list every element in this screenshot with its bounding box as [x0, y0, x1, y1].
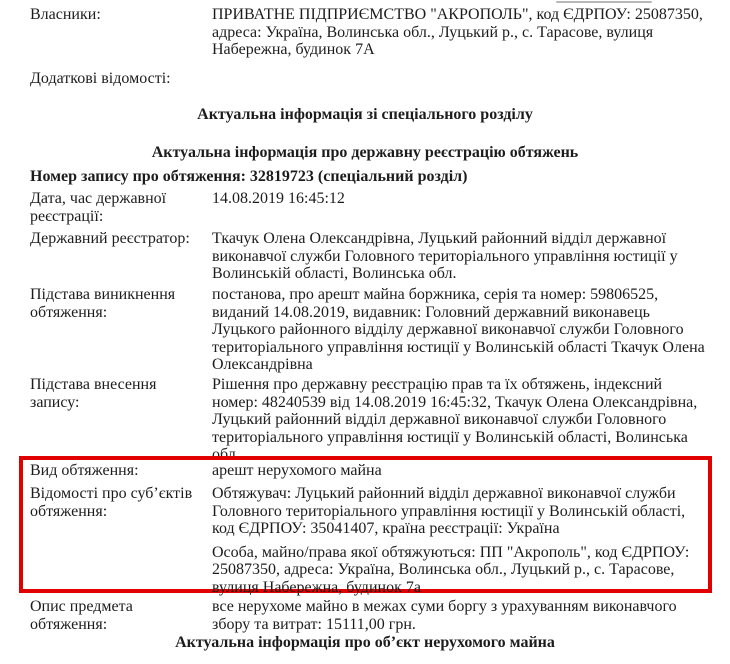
field-row-registrar: [30, 230, 712, 283]
field-value: арешт нерухомого майна: [212, 462, 382, 479]
field-row-basis-entry: [30, 376, 712, 464]
field-label: Власники:: [30, 6, 101, 23]
field-row-owners: [30, 6, 712, 59]
field-label: Відомості про суб’єктів обтяження:: [30, 485, 193, 520]
section-heading-special-section: Актуальна інформація зі спеціального розділу: [197, 106, 533, 123]
record-number-line: Номер запису про обтяження: 32819723 (спеціальний розділ): [30, 168, 468, 185]
field-row-object-description: [30, 598, 712, 633]
field-label: Підстава внесення запису:: [30, 376, 157, 411]
field-value: Ткачук Олена Олександрівна, Луцький районний відділ державної виконавчої служби Головного територіального управління юстиції у Волинській області, Волинська обл.: [212, 230, 678, 282]
field-label: Додаткові відомості:: [30, 70, 171, 87]
field-row-encumbrance-type: [30, 462, 704, 480]
field-label: Державний реєстратор:: [30, 230, 190, 247]
field-label: Дата, час державної реєстрації:: [30, 190, 167, 225]
field-label: Підстава виникнення обтяження:: [30, 286, 176, 321]
section-heading-real-estate-object: Актуальна інформація про об’єкт нерухомого майна: [175, 634, 555, 651]
field-label: Вид обтяження:: [30, 462, 139, 479]
field-row-basis-occurrence: [30, 286, 712, 374]
subjects-paragraph-encumbrancer: Обтяжувач: Луцький районний відділ державної виконавчої служби Головного територіального управління юстиції у Волинській області, код ЄДРПОУ: 35041407, країна реєстрації: Україна: [212, 485, 686, 537]
field-row-additional-info: [30, 70, 712, 88]
scan-artifact-line: [556, 1, 652, 3]
field-row-registration-datetime: [30, 190, 712, 225]
field-label: Опис предмета обтяження:: [30, 598, 133, 633]
field-value: ПРИВАТНЕ ПІДПРИЄМСТВО "АКРОПОЛЬ", код ЄДРПОУ: 25087350, адреса: Україна, Волинська обл., Луцький р., с. Тарасове, вулиця Набережна, будинок 7А: [212, 6, 703, 58]
field-value: все нерухоме майно в межах суми боргу з урахуванням виконавчого збору та витрат: 15111,00 грн.: [212, 598, 677, 633]
section-heading-encumbrance-registration: Актуальна інформація про державну реєстрацію обтяжень: [151, 144, 579, 161]
subjects-paragraph-encumbered-person: Особа, майно/права якої обтяжуються: ПП "Акрополь", код ЄДРПОУ: 25087350, адреса: Україна, Волинська обл., Луцький р., с. Тарасове, вулиця Набережна, будинок 7а: [212, 543, 690, 596]
field-value: [212, 485, 704, 596]
field-value: постанова, про арешт майна боржника, серія та номер: 59806525, виданий 14.08.2019, видавник: Головний державний виконавець Луцького районного відділу державної виконавчої служби Головного територіального управління юстиції у Волинській області Ткачук Олена Олександрівна: [212, 286, 705, 373]
field-row-subjects: [30, 485, 704, 596]
field-value: Рішення про державну реєстрацію прав та їх обтяжень, індексний номер: 48240539 від 14.08.2019 16:45:32, Ткачук Олена Олександрівна, Луцький районний відділ державної виконавчої служби Головного територіального управління юстиції у Волинській області, Волинська обл.: [212, 376, 698, 463]
field-value: 14.08.2019 16:45:12: [212, 190, 345, 207]
